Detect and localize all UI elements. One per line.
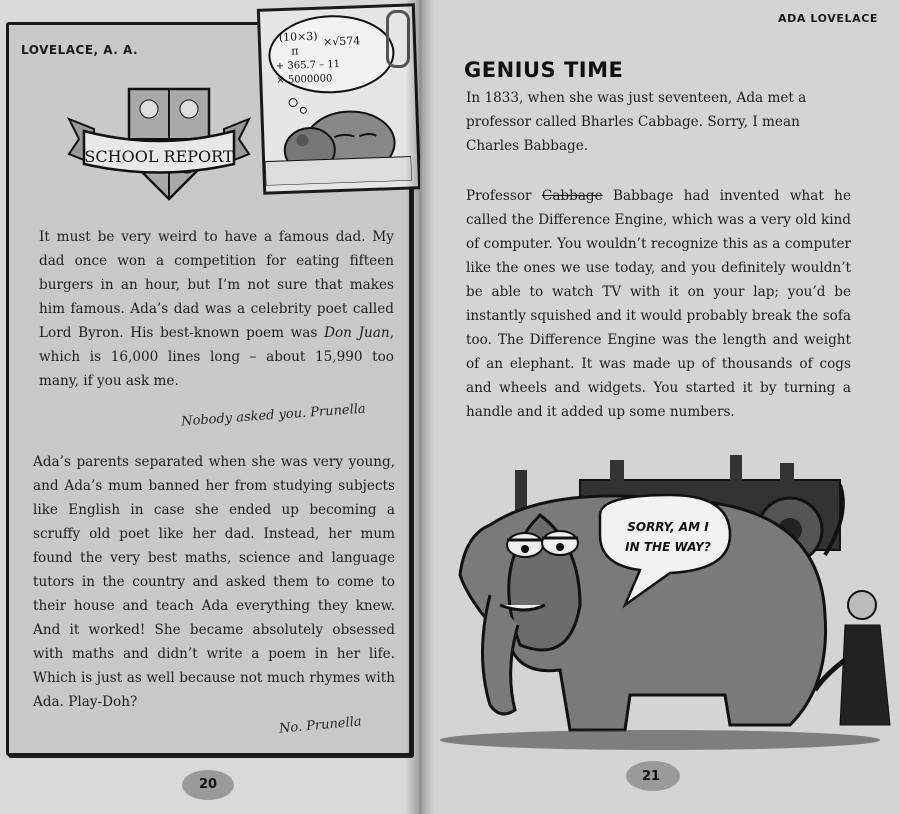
report-name: LOVELACE, A. A. [21,43,139,57]
speech-line-2: IN THE WAY? [625,540,711,554]
page-number-right: 21 [641,769,661,784]
right-paragraph-2-start: Professor [466,188,542,204]
right-paragraph-2 [466,184,851,424]
left-paragraph-1-end: , which is 16,000 lines long – about 15,990 too many, if you ask me. [39,325,395,389]
formula-root: ×√574 [322,34,361,49]
formula-line-3: × 5000000 [276,73,333,87]
poem-title: Don Juan [324,325,390,341]
left-paragraph-2: Ada’s parents separated when she was very young, and Ada’s mum banned her from studying subjects like English in case she ended up becoming a scruffy old poet like her dad. Instead, her mum found the very best maths, science and language tutors in the country and asked them to come to their house and teach Ada everything they knew. And it worked! She became absolutely obsessed with maths and didn’t write a poem in her life. Which is just as well because not much rhymes with Ada. Play-Doh? [33,454,395,710]
speech-line-1: SORRY, AM I [627,520,709,534]
formula-pi: π [291,44,299,58]
school-crest-icon [59,69,259,219]
right-paragraph-1: In 1833, when she was just seventeen, Ada met a professor called Bharles Cabbage. Sorry, I mean Charles Babbage. [466,90,807,154]
formula-line-2: + 365.7 – 11 [275,58,341,73]
left-page [0,0,420,814]
crest-banner: SCHOOL REPORT [84,147,234,166]
struck-word: Cabbage [541,188,603,204]
left-paragraph-1-text: It must be very weird to have a famous dad. My dad once won a competition for eating fifteen burgers in an hour, but I’m not sure that makes him famous. Ada’s dad was a celebrity poet called Lord Byron. His best-known poem was [39,229,394,341]
running-head: ADA LOVELACE [778,12,878,25]
page-number-left: 20 [198,777,218,792]
left-paragraph-1 [39,225,394,393]
handwritten-note-2: No. Prunella [278,714,363,737]
handwritten-note-1: Nobody asked you. Prunella [180,401,367,430]
section-heading: GENIUS TIME [464,58,624,82]
formula-top: (10×3) [278,29,318,45]
right-paragraph-2-rest: Babbage had invented what he called the Difference Engine, which was a very old kind of computer. You wouldn’t recognize this as a computer like the ones we use today, and you definitely wouldn’t be able to watch TV with it on your lap; you’d be instantly squished and it would probably break the sofa too. The Difference Engine was the length and weight of an elephant. It was made up of thousands of cogs and wheels and widgets. You started it by turning a handle and it added up some numbers. [466,188,851,420]
elephant-difference-engine-illustration-icon [430,455,900,755]
